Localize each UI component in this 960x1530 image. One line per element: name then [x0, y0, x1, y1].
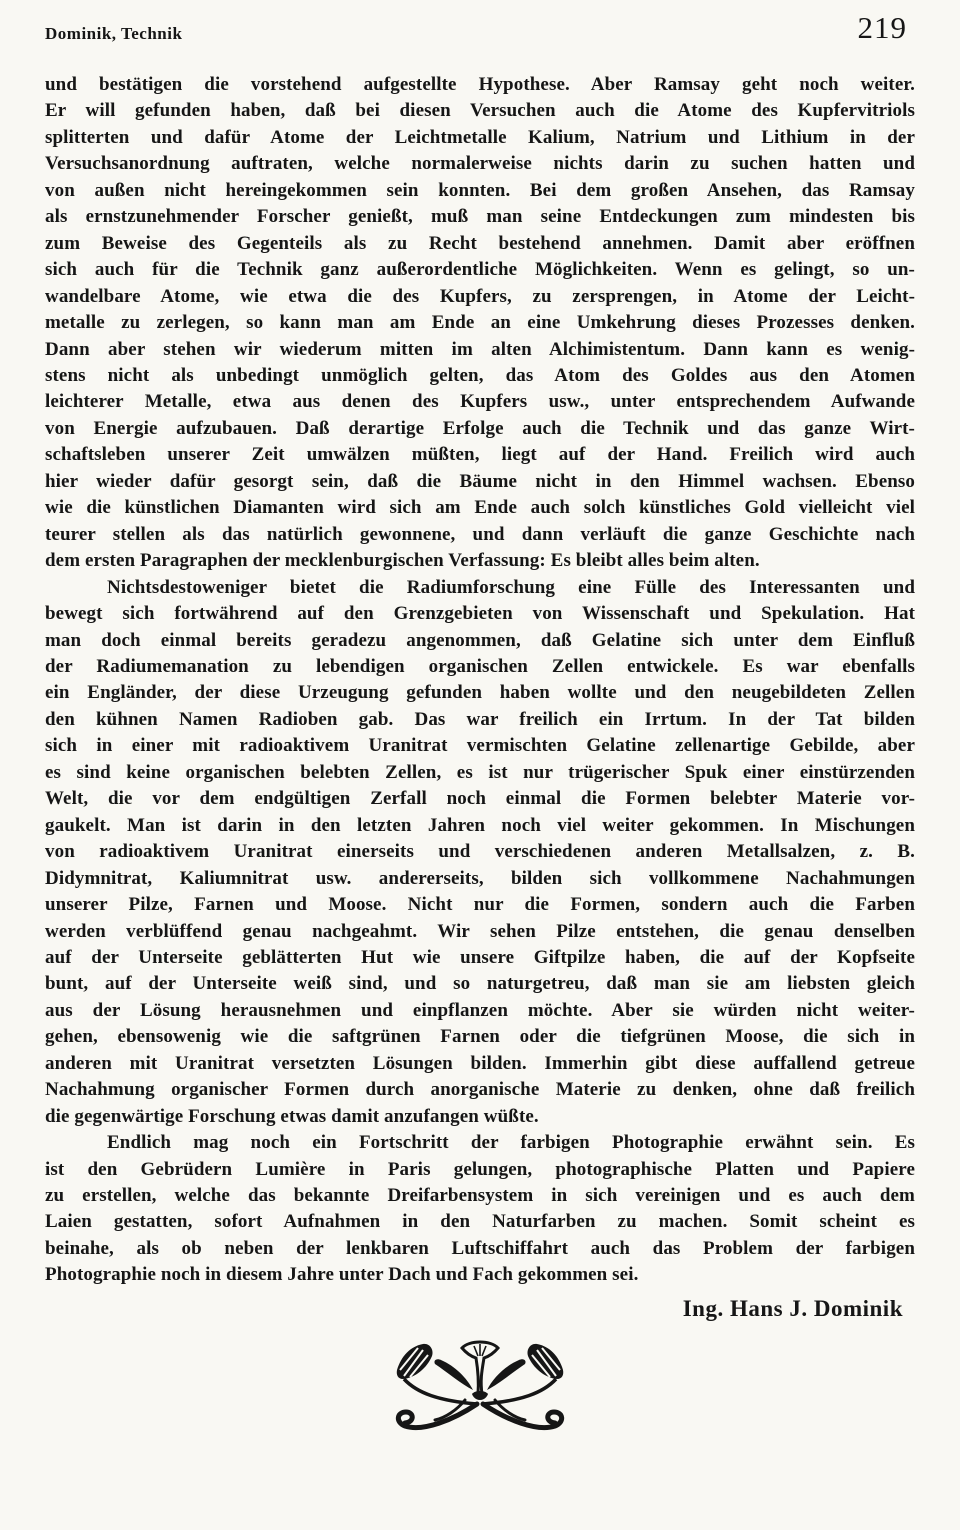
text-line: aus der Lösung herausnehmen und einpflanzen möchte. Aber sie würden nicht weiter- [45, 999, 915, 1021]
text-line: gaukelt. Man ist darin in den letzten Jahren noch viel weiter gekommen. In Mischungen [45, 814, 915, 836]
text-line: zum Beweise des Gegenteils als zu Recht bestehend annehmen. Damit aber eröffnen [45, 232, 915, 254]
text-line: hier wieder dafür gesorgt sein, daß die Bäume nicht in den Himmel wachsen. Ebenso [45, 470, 915, 492]
text-line: Laien gestatten, sofort Aufnahmen in den Naturfarben zu machen. Somit scheint es [45, 1211, 915, 1233]
text-line: Nachahmung organischer Formen durch anorganische Materie zu denken, ohne daß freilich [45, 1079, 915, 1101]
text-line: dem ersten Paragraphen der mecklenburgischen Verfassung: Es bleibt alles beim alten. [45, 550, 760, 572]
text-line: der Radiumemanation zu lebendigen organischen Zellen entwickele. Es war ebenfalls [45, 655, 915, 677]
page-number: 219 [857, 10, 907, 45]
paragraph [45, 1130, 915, 1289]
text-line: splitterten und dafür Atome der Leichtmetalle Kalium, Natrium und Lithium in der [45, 126, 915, 148]
text-line: schaftsleben unserer Zeit umwälzen müßten, liegt auf der Hand. Freilich wird auch [45, 444, 915, 466]
text-line: zu erstellen, welche das bekannte Dreifarbensystem in sich vereinigen und es auch dem [45, 1185, 915, 1207]
text-line: unserer Pilze, Farnen und Moose. Nicht nur die Formen, sondern auch die Farben [45, 894, 915, 916]
text-line: Dann aber stehen wir wiederum mitten im alten Alchimistentum. Dann kann es wenig- [45, 338, 915, 360]
text-line: gehen, ebensowenig wie die saftgrünen Farnen oder die tiefgrünen Moose, die sich in [45, 1026, 915, 1048]
text-line: stens nicht als unbedingt unmöglich gelten, das Atom des Goldes aus den Atomen [45, 364, 915, 386]
text-line: leichterer Metalle, etwa aus denen des Kupfers usw., unter entsprechendem Aufwande [45, 391, 915, 413]
text-line: Didymnitrat, Kaliumnitrat usw. andererseits, bilden sich vollkommene Nachahmungen [45, 867, 915, 889]
floral-ornament [45, 1338, 915, 1444]
text-line: Er will gefunden haben, daß bei diesen Versuchen auch die Atome des Kupfervitriols [45, 100, 915, 122]
text-line: als ernstzunehmender Forscher genießt, muß man seine Entdeckungen zum mindesten bis [45, 206, 915, 228]
text-line: ist den Gebrüdern Lumière in Paris gelungen, photographische Platten und Papiere [45, 1158, 915, 1180]
text-line: Photographie noch in diesem Jahre unter Dach und Fach gekommen sei. [45, 1264, 639, 1286]
text-line: bunt, auf der Unterseite weiß sind, und so naturgetreu, daß man sie am liebsten gleich [45, 973, 915, 995]
text-line: Welt, die vor dem endgültigen Zerfall noch einmal die Formen belebter Materie vor- [45, 788, 915, 810]
text-line: bewegt sich fortwährend auf den Grenzgebieten von Wissenschaft und Spekulation. Hat [45, 603, 915, 625]
running-title: Dominik, Technik [45, 24, 183, 43]
text-line: teurer stellen als das natürlich gewonnene, und dann verläuft die ganze Geschichte nach [45, 523, 915, 545]
text-line: von außen nicht hereingekommen sein konnten. Bei dem großen Ansehen, das Ramsay [45, 179, 915, 201]
text-line: wandelbare Atome, wie etwa die des Kupfers, zu zersprengen, in Atome der Leicht- [45, 285, 915, 307]
text-line: sich in einer mit radioaktivem Uranitrat vermischten Gelatine zellenartige Gebilde, aber [45, 735, 915, 757]
body-text [45, 72, 915, 1444]
paragraph [45, 72, 915, 575]
text-line: anderen mit Uranitrat versetzten Lösungen bilden. Immerhin gibt diese auffallend getreue [45, 1052, 915, 1074]
text-line: Endlich mag noch ein Fortschritt der farbigen Photographie erwähnt sein. Es [107, 1132, 915, 1154]
text-line: wie die künstlichen Diamanten wird sich am Ende auch solch künstliches Gold vielleicht viel [45, 497, 915, 519]
text-line: werden verblüffend genau nachgeahmt. Wir sehen Pilze entstehen, die genau denselben [45, 920, 915, 942]
author-signature: Ing. Hans J. Dominik [682, 1295, 903, 1321]
text-line: metalle zu zerlegen, so kann man am Ende an eine Umkehrung dieses Prozesses denken. [45, 312, 915, 334]
page-header [45, 10, 915, 62]
text-line: man doch einmal bereits geradezu angenommen, daß Gelatine sich unter dem Einfluß [45, 629, 915, 651]
text-line: Nichtsdestoweniger bietet die Radiumforschung eine Fülle des Interessanten und [107, 576, 915, 598]
paragraph [45, 575, 915, 1131]
text-line: beinahe, als ob neben der lenkbaren Luftschiffahrt auch das Problem der farbigen [45, 1237, 915, 1259]
text-line: den kühnen Namen Radioben gab. Das war freilich ein Irrtum. In der Tat bilden [45, 708, 915, 730]
text-line: die gegenwärtige Forschung etwas damit anzufangen wüßte. [45, 1105, 539, 1127]
text-line: und bestätigen die vorstehend aufgestellte Hypothese. Aber Ramsay geht noch weiter. [45, 74, 915, 95]
text-line: ein Engländer, der diese Urzeugung gefunden haben wollte und den neugebildeten Zellen [45, 682, 915, 704]
text-line: sich auch für die Technik ganz außerordentliche Möglichkeiten. Wenn es gelingt, so un- [45, 259, 915, 281]
text-line: von radioaktivem Uranitrat einerseits und verschiedenen anderen Metallsalzen, z. B. [45, 841, 915, 863]
text-line: es sind keine organischen belebten Zellen, es ist nur trügerischer Spuk einer einstürzenden [45, 761, 915, 783]
floral-vignette-icon [377, 1338, 583, 1436]
text-line: von Energie aufzubauen. Daß derartige Erfolge auch die Technik und das ganze Wirt- [45, 417, 915, 439]
book-page [45, 0, 915, 1530]
text-line: auf der Unterseite geblätterten Hut wie unsere Giftpilze haben, die auf der Kopfseite [45, 946, 915, 968]
text-line: Versuchsanordnung auftraten, welche normalerweise nichts darin zu suchen hatten und [45, 153, 915, 175]
